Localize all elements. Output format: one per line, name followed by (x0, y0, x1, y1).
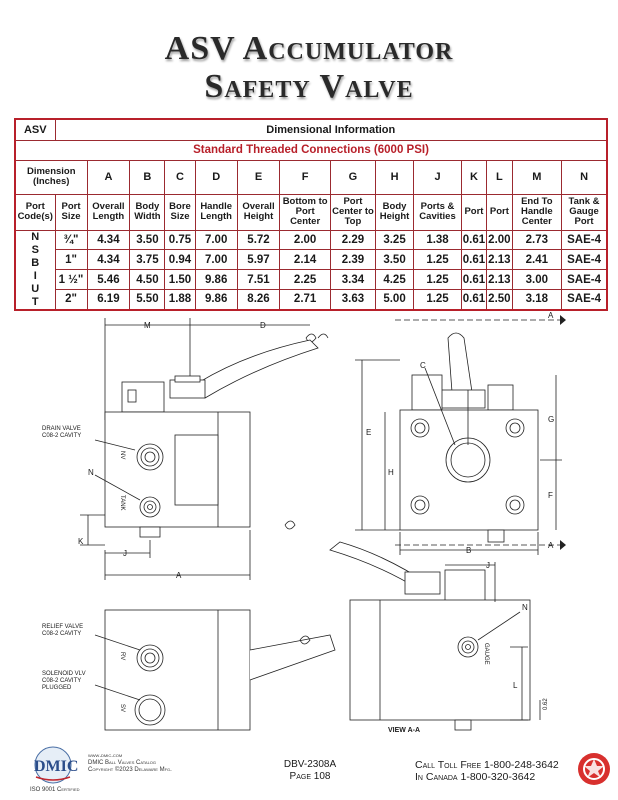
descriptions-row (15, 194, 607, 230)
table-row (15, 250, 607, 270)
table-cell: 4.34 (87, 250, 130, 270)
table-cell: 2" (55, 290, 87, 310)
rv-label: RV (119, 652, 125, 661)
table-cell: 3.18 (512, 290, 562, 310)
letter-cell: G (331, 160, 376, 194)
dim-a: A (176, 571, 182, 580)
letter-cell: J (414, 160, 462, 194)
table-cell: 0.61 (461, 270, 486, 290)
dmic-logo-icon (26, 745, 81, 785)
letter-cell: F (280, 160, 331, 194)
tank-label: TANK (119, 495, 125, 511)
table-cell: 2.50 (487, 290, 512, 310)
title-line-1: ASV Accumulator (164, 30, 454, 67)
front-view (80, 318, 328, 580)
table-cell: 2.13 (487, 270, 512, 290)
dim-l: L (513, 681, 518, 690)
table-cell: 5.97 (237, 250, 279, 270)
description-cell: Port (461, 194, 486, 230)
table-cell: 5.46 (87, 270, 130, 290)
table-cell: 2.71 (280, 290, 331, 310)
side-view (355, 320, 562, 555)
table-cell: 1.25 (414, 290, 462, 310)
table-cell: 2.41 (512, 250, 562, 270)
port-codes-text: NSBIUT (31, 230, 40, 308)
table-row (15, 270, 607, 290)
table-cell: SAE-4 (562, 270, 607, 290)
table-cell: 2.00 (280, 230, 331, 250)
page-title (0, 30, 618, 106)
relief-label: RELIEF VALVE (42, 624, 84, 630)
dim-e: E (366, 428, 372, 437)
letter-cell: M (512, 160, 562, 194)
dim-h: H (388, 468, 394, 477)
section-view (330, 542, 540, 730)
dim-g: G (548, 415, 555, 424)
table-cell: 8.26 (237, 290, 279, 310)
table-cell: 4.25 (375, 270, 413, 290)
dim-a-top: A (548, 311, 554, 320)
description-cell: Tank & Gauge Port (562, 194, 607, 230)
table-cell: 1.25 (414, 250, 462, 270)
table-cell: 1.88 (165, 290, 195, 310)
sv-label: SV (119, 704, 125, 713)
dim-a-bottom: A (548, 541, 554, 550)
drain-label: DRAIN VALVE (42, 426, 81, 432)
description-cell: Port (487, 194, 512, 230)
table-cell: 2.00 (487, 230, 512, 250)
table-cell: 0.61 (461, 250, 486, 270)
section-arrows (560, 315, 566, 550)
table-cell: 7.00 (195, 230, 237, 250)
table-cell: 5.50 (130, 290, 165, 310)
letter-cell: A (87, 160, 130, 194)
table-cell: 9.86 (195, 270, 237, 290)
table-cell: 0.75 (165, 230, 195, 250)
table-cell: 7.00 (195, 250, 237, 270)
description-cell: Overall Length (87, 194, 130, 230)
description-cell: Handle Length (195, 194, 237, 230)
footer-copyright: Copyright ©2023 Delaware Mfg. (88, 767, 172, 773)
letter-cell: L (487, 160, 512, 194)
table-cell: 7.51 (237, 270, 279, 290)
table-cell: 4.50 (130, 270, 165, 290)
dim-b: B (466, 546, 472, 555)
description-cell: End To Handle Center (512, 194, 562, 230)
nv-label: NV (119, 451, 125, 460)
table-cell: 3.63 (331, 290, 376, 310)
table-cell: 3.50 (375, 250, 413, 270)
port-codes-cell (15, 230, 55, 310)
description-cell: Overall Height (237, 194, 279, 230)
footer-doc-number: DBV-2308A (283, 759, 337, 770)
table-cell: 3.25 (375, 230, 413, 250)
table-cell: 1.25 (414, 270, 462, 290)
table-cell: 0.61 (461, 230, 486, 250)
table-cell: 2.14 (280, 250, 331, 270)
dim-n: N (88, 468, 94, 477)
table-cell: SAE-4 (562, 290, 607, 310)
dim-j: J (123, 549, 127, 558)
table-cell: 1.38 (414, 230, 462, 250)
description-cell: Port Center to Top (331, 194, 376, 230)
table-cell: 0.94 (165, 250, 195, 270)
dim-d: D (260, 321, 266, 330)
description-cell: Bottom to Port Center (280, 194, 331, 230)
table-subheading-row (15, 140, 607, 160)
table-cell: 3.00 (512, 270, 562, 290)
dim-k: K (78, 537, 84, 546)
table-cell: 5.72 (237, 230, 279, 250)
dimension-table (14, 118, 608, 311)
drain-cavity-label: C08-2 CAVITY (42, 433, 82, 439)
solenoid-plug-label: PLUGGED (42, 685, 72, 691)
table-row (15, 230, 607, 250)
description-cell: Port Size (55, 194, 87, 230)
svg-text:DMIC: DMIC (34, 758, 79, 775)
dim-j-section: J (486, 561, 490, 570)
letter-cell: B (130, 160, 165, 194)
description-cell: Body Height (375, 194, 413, 230)
letters-row (15, 160, 607, 194)
letter-cell: N (562, 160, 607, 194)
footer-iso: ISO 9001 Certified (30, 787, 80, 793)
footer-toll-free: Call Toll Free 1-800-248-3642 (415, 759, 559, 771)
table-cell: 2.29 (331, 230, 376, 250)
table-cell: 5.00 (375, 290, 413, 310)
dim-f: F (548, 491, 553, 500)
letter-cell: C (165, 160, 195, 194)
small-dim-label: 0.62 (543, 698, 549, 710)
bottom-view (95, 610, 335, 730)
table-cell: 2.25 (280, 270, 331, 290)
table-cell: 4.34 (87, 230, 130, 250)
letter-cell: D (195, 160, 237, 194)
letter-cell: H (375, 160, 413, 194)
table-cell: 1" (55, 250, 87, 270)
table-cell: 2.39 (331, 250, 376, 270)
table-heading: Dimensional Information (55, 119, 607, 140)
footer (0, 745, 618, 800)
model-cell: ASV (15, 119, 55, 140)
table-cell: 6.19 (87, 290, 130, 310)
gauge-label: GAUGE (483, 643, 489, 665)
table-subheading: Standard Threaded Connections (6000 PSI) (15, 140, 607, 160)
technical-drawing (0, 300, 618, 740)
letter-cell: E (237, 160, 279, 194)
dim-n-section: N (522, 603, 528, 612)
description-cell: Ports & Cavities (414, 194, 462, 230)
solenoid-label: SOLENOID VLV (42, 671, 86, 677)
relief-cavity-label: C08-2 CAVITY (42, 631, 82, 637)
table-cell: ¾" (55, 230, 87, 250)
title-line-2: Safety Valve (204, 68, 414, 105)
footer-page: Page 108 (289, 771, 331, 782)
port-code-label: Port Code(s) (15, 194, 55, 230)
table-cell: 3.50 (130, 230, 165, 250)
footer-canada: In Canada 1-800-320-3642 (415, 771, 536, 783)
table-cell: 1 ½" (55, 270, 87, 290)
table-cell: 3.34 (331, 270, 376, 290)
solenoid-cavity-label: C08-2 CAVITY (42, 678, 82, 684)
table-cell: 9.86 (195, 290, 237, 310)
table-cell: SAE-4 (562, 230, 607, 250)
table-cell: 2.73 (512, 230, 562, 250)
table-cell: 1.50 (165, 270, 195, 290)
description-cell: Body Width (130, 194, 165, 230)
table-header-row (15, 119, 607, 140)
footer-catalog: DMIC Ball Valves Catalog (88, 760, 157, 766)
view-aa-label: VIEW A-A (388, 727, 421, 734)
dimension-label: Dimension (Inches) (15, 160, 87, 194)
dim-m: M (144, 321, 151, 330)
seal-icon (576, 751, 612, 787)
table-cell: SAE-4 (562, 250, 607, 270)
description-cell: Bore Size (165, 194, 195, 230)
table-cell: 2.13 (487, 250, 512, 270)
footer-web: www.dmic.com (88, 753, 123, 759)
letter-cell: K (461, 160, 486, 194)
dim-c: C (420, 361, 426, 370)
table-cell: 3.75 (130, 250, 165, 270)
table-cell: 0.61 (461, 290, 486, 310)
